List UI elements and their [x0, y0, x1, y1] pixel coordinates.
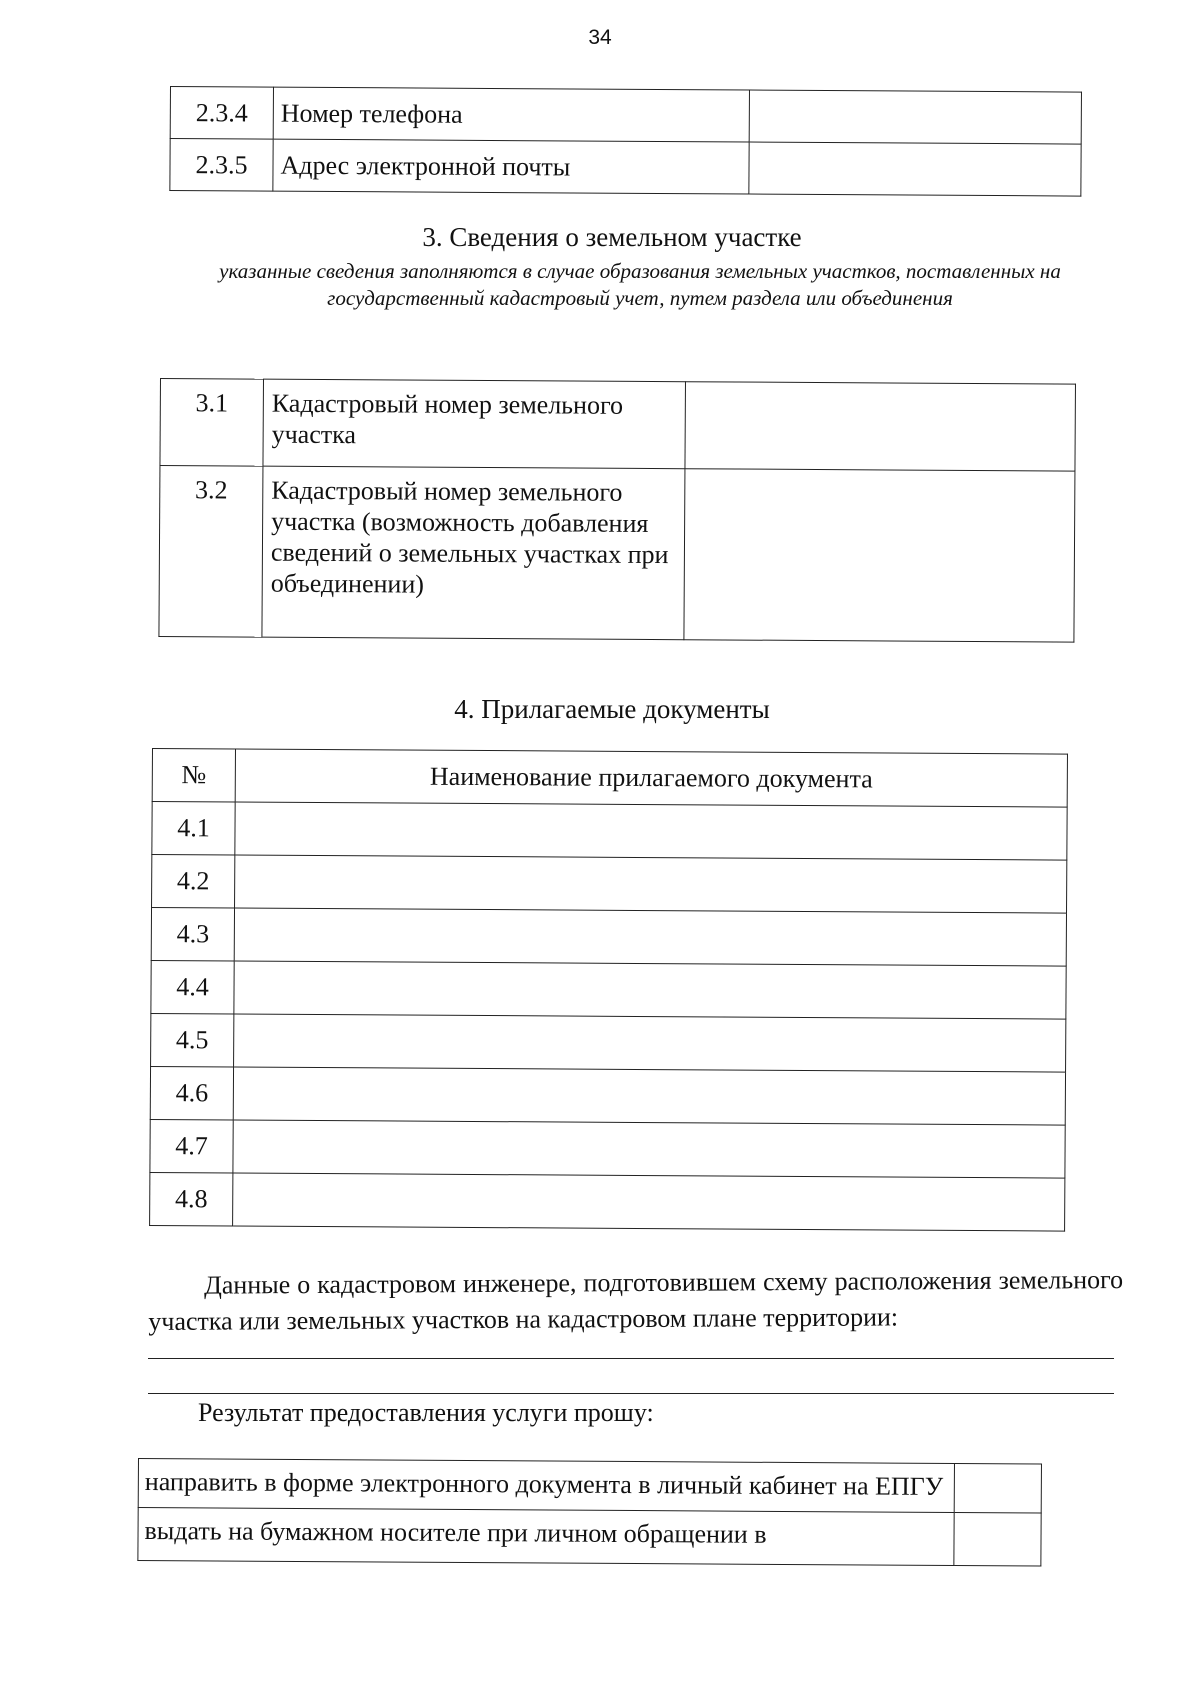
table-row	[151, 960, 1066, 1019]
document-name-field[interactable]	[234, 908, 1066, 966]
email-field[interactable]	[749, 142, 1081, 196]
row-number: 4.4	[151, 960, 234, 1014]
document-name-field[interactable]	[233, 1173, 1065, 1231]
document-name-field[interactable]	[235, 802, 1067, 860]
row-label: Номер телефона	[273, 87, 749, 142]
land-plot-table	[158, 378, 1076, 643]
column-header-name: Наименование прилагаемого документа	[235, 749, 1067, 807]
contacts-table	[169, 86, 1082, 197]
section-3-note: указанные сведения заполняются в случае образования земельных участков, поставленных на государственный кадастровый учет, путем раздела или объединения	[219, 259, 1061, 310]
table-row	[160, 379, 1076, 472]
row-label: Адрес электронной почты	[273, 139, 749, 194]
row-number: 2.3.5	[170, 139, 273, 192]
row-number: 3.1	[160, 379, 264, 467]
table-row	[151, 1013, 1066, 1072]
row-number: 4.2	[152, 855, 235, 909]
row-number: 4.1	[152, 802, 235, 856]
column-header-number: №	[152, 749, 235, 803]
document-name-field[interactable]	[233, 1067, 1065, 1125]
row-number: 4.3	[151, 908, 234, 962]
row-number: 4.8	[150, 1172, 233, 1226]
section-3-title: 3. Сведения о земельном участке	[422, 222, 802, 252]
cadastral-number-field[interactable]	[685, 382, 1076, 471]
row-number: 4.5	[151, 1013, 234, 1067]
result-options-table	[137, 1458, 1042, 1567]
option-label: направить в форме электронного документа в личный кабинет на ЕПГУ	[138, 1459, 954, 1513]
cadastral-number-field[interactable]	[684, 469, 1075, 642]
table-row	[138, 1508, 1041, 1567]
row-number: 4.6	[150, 1066, 233, 1120]
document-name-field[interactable]	[235, 855, 1067, 913]
phone-field[interactable]	[749, 90, 1081, 144]
document-name-field[interactable]	[233, 1120, 1065, 1178]
table-row	[170, 87, 1081, 145]
table-row	[150, 1066, 1065, 1125]
row-label: Кадастровый номер земельного участка (возможность добавления сведений о земельных участках при объединении)	[262, 466, 685, 640]
document-name-field[interactable]	[234, 1014, 1066, 1072]
row-label: Кадастровый номер земельного участка	[263, 379, 686, 469]
table-row	[159, 466, 1075, 643]
table-row	[151, 908, 1066, 967]
option-checkbox[interactable]	[954, 1463, 1041, 1513]
option-checkbox[interactable]	[954, 1512, 1041, 1566]
page-number: 34	[588, 26, 612, 49]
table-header-row	[152, 749, 1067, 808]
row-number: 4.7	[150, 1119, 233, 1173]
table-row	[150, 1119, 1065, 1178]
engineer-paragraph: Данные о кадастровом инженере, подготовившем схему расположения земельного участка или земельных участков на кадастровом плане территории:	[148, 1265, 1124, 1336]
attached-documents-table	[149, 748, 1068, 1232]
section-4-title: 4. Прилагаемые документы	[454, 694, 770, 724]
engineer-line-2[interactable]	[148, 1393, 1114, 1394]
table-row	[138, 1459, 1041, 1514]
document-name-field[interactable]	[234, 961, 1066, 1019]
option-label: выдать на бумажном носителе при личном обращении в	[138, 1508, 954, 1566]
engineer-line-1[interactable]	[148, 1358, 1114, 1359]
row-number: 2.3.4	[170, 87, 273, 140]
table-row	[170, 139, 1081, 197]
row-number: 3.2	[159, 466, 263, 638]
table-row	[152, 855, 1067, 914]
result-request-text: Результат предоставления услуги прошу:	[198, 1398, 654, 1427]
table-row	[152, 802, 1067, 861]
table-row	[150, 1172, 1065, 1231]
